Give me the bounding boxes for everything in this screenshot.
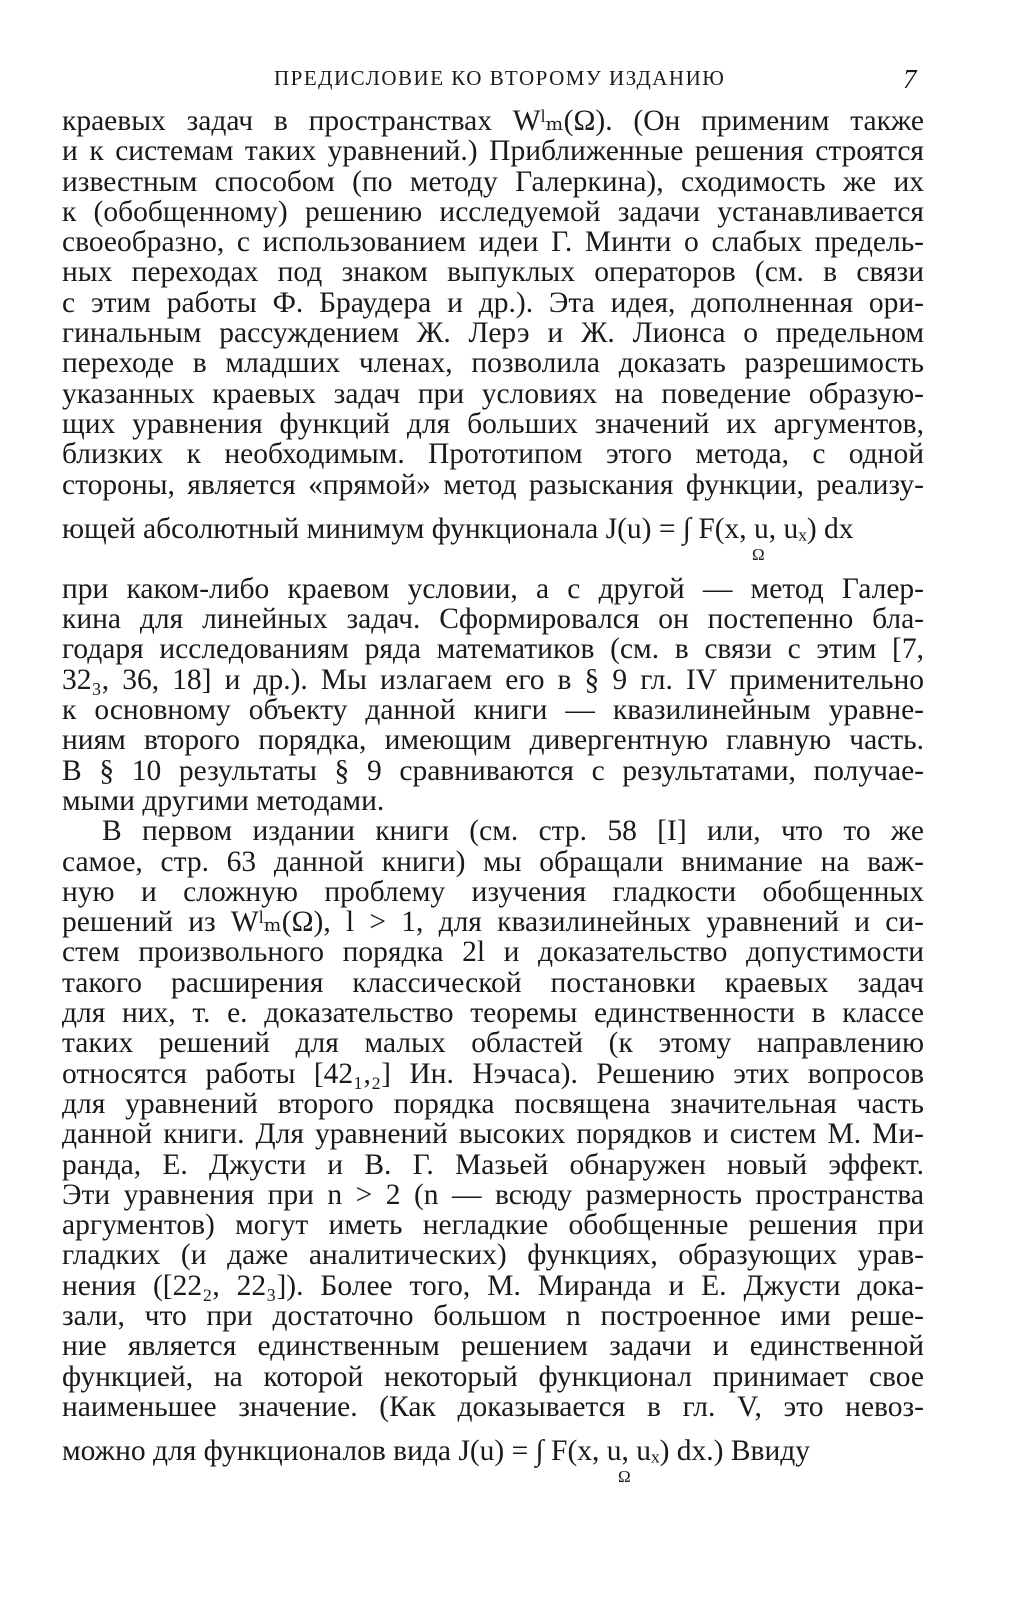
text-line: щих уравнения функций для больших значений их аргументов,	[62, 407, 924, 440]
text-line: кина для линейных задач. Сформировался он постепенно бла-	[62, 603, 924, 636]
text-line: ных переходах под знаком выпуклых операторов (см. в связи	[62, 256, 924, 289]
text-line: ную и сложную проблему изучения гладкости обобщенных	[62, 875, 924, 908]
text-line: В первом издании книги (см. стр. 58 [I] или, что то же	[102, 815, 924, 848]
text-line: переходе в младших членах, позволила доказать разрешимость	[62, 347, 924, 380]
text-line: относятся работы [42₁,₂] Ин. Нэчаса). Решению этих вопросов	[62, 1057, 924, 1090]
formula-text-wrap-2	[62, 1435, 811, 1487]
text-line: данной книги. Для уравнений высоких порядков и систем М. Ми-	[62, 1118, 924, 1151]
text-line: гладких (и даже аналитических) функциях, образующих урав-	[62, 1239, 924, 1272]
text-line: указанных краевых задач при условиях на поведение образую-	[62, 377, 924, 410]
text-line: и к системам таких уравнений.) Приближенные решения строятся	[62, 135, 924, 168]
text-line: 32₃, 36, 18] и др.). Мы излагаем его в § 9 гл. IV применительно	[62, 663, 924, 696]
text-line: к (обобщенному) решению исследуемой задачи устанавливается	[62, 195, 924, 228]
text-line: ние является единственным решением задачи и единственной	[62, 1330, 924, 1363]
paragraph-2	[62, 816, 924, 1422]
text-line: гинальным рассуждением Ж. Лерэ и Ж. Лионса о предельном	[62, 317, 924, 350]
formula-line-2	[62, 1422, 924, 1487]
text-line: наименьшее значение. (Как доказывается в гл. V, это невоз-	[62, 1390, 924, 1423]
text-line: мыми другими методами.	[62, 784, 385, 817]
text-line: аргументов) могут иметь негладкие обобщенные решения при	[62, 1209, 924, 1242]
text-line: ранда, Е. Джусти и В. Г. Мазьей обнаружен новый эффект.	[62, 1148, 924, 1181]
paragraph-1-continued	[62, 574, 924, 816]
formula-text-wrap	[62, 512, 854, 564]
book-page	[62, 64, 924, 1487]
text-line: такого расширения классической постановки краевых задач	[62, 966, 924, 999]
text-line: функцией, на которой некоторый функционал принимает свое	[62, 1360, 924, 1393]
text-line: Эти уравнения при n > 2 (n — всюду размерность пространства	[62, 1178, 924, 1211]
integral-subscript: Ω	[752, 544, 765, 564]
text-line: для них, т. е. доказательство теоремы единственности в классе	[62, 997, 924, 1030]
text-line: своеобразно, с использованием идеи Г. Минти о слабых предель-	[62, 226, 924, 259]
integral-subscript-2: Ω	[618, 1467, 631, 1487]
text-line: стем произвольного порядка 2l и доказательство допустимости	[62, 936, 924, 969]
text-line: известным способом (по методу Галеркина), сходимость же их	[62, 165, 924, 198]
text-line: близких к необходимым. Прототипом этого метода, с одной	[62, 438, 924, 471]
text-line: нения ([22₂, 22₃]). Более того, М. Миранда и Е. Джусти дока-	[62, 1269, 924, 1302]
text-line: при каком-либо краевом условии, а с другой — метод Галер-	[62, 572, 924, 605]
text-line: решений из Wˡₘ(Ω), l > 1, для квазилинейных уравнений и си-	[62, 906, 924, 939]
text-line: таких решений для малых областей (к этому направлению	[62, 1027, 924, 1060]
running-title: ПРЕДИСЛОВИЕ КО ВТОРОМУ ИЗДАНИЮ	[274, 66, 726, 90]
text-line: с этим работы Ф. Браудера и др.). Эта идея, дополненная ори-	[62, 286, 924, 319]
formula-text: ющей абсолютный минимум функционала J(u) = ∫ F(x, u, uₓ) dx	[62, 512, 854, 545]
text-line: краевых задач в пространствах Wˡₘ(Ω). (Он применим также	[62, 105, 924, 137]
text-line: зали, что при достаточно большом n построенное ими реше-	[62, 1299, 924, 1332]
text-line: ниям второго порядка, имеющим дивергентную главную часть.	[62, 724, 924, 757]
text-line: годаря исследованиям ряда математиков (см. в связи с этим [7,	[62, 633, 924, 666]
formula-line	[62, 500, 924, 562]
text-line: стороны, является «прямой» метод разыскания функции, реализу-	[62, 468, 924, 501]
running-header	[62, 66, 924, 106]
text-line: для уравнений второго порядка посвящена значительная часть	[62, 1087, 924, 1120]
text-line: В § 10 результаты § 9 сравниваются с результатами, получае-	[62, 754, 924, 787]
text-line: самое, стр. 63 данной книги) мы обращали внимание на важ-	[62, 845, 924, 878]
page-number: 7	[903, 64, 918, 94]
formula-text-2: можно для функционалов вида J(u) = ∫ F(x, u, uₓ) dx.) Ввиду	[62, 1435, 811, 1468]
paragraph-1	[62, 106, 924, 500]
text-line: к основному объекту данной книги — квазилинейным уравне-	[62, 694, 924, 727]
